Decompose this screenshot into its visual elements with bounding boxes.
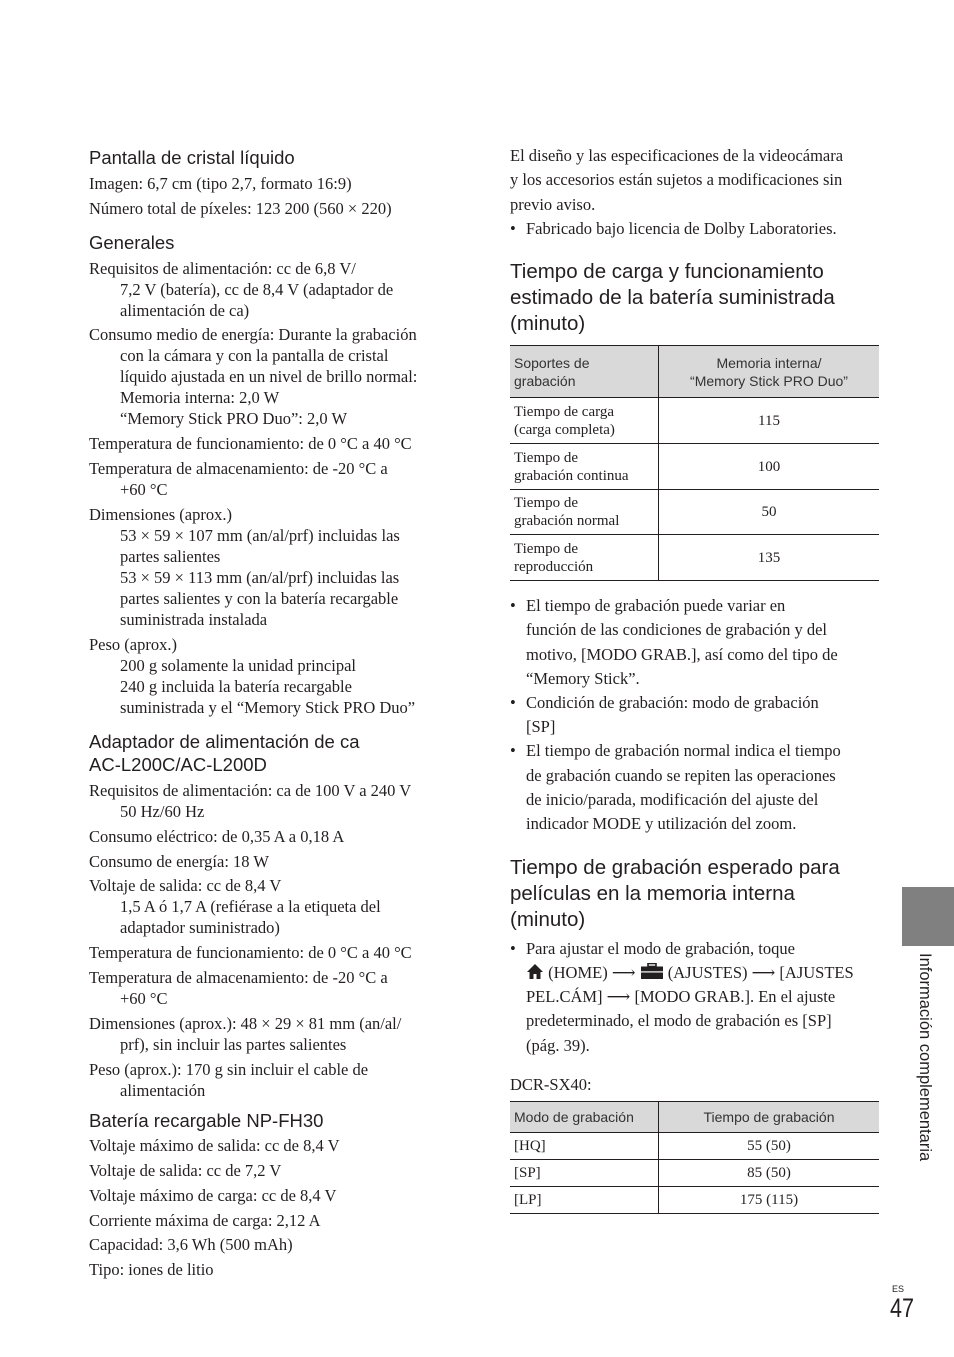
section-heading-recording-time: películas en la memoria interna (510, 882, 795, 905)
bullet-text-line (526, 961, 854, 985)
menu-label: PEL.CÁM] (526, 987, 603, 1006)
spec-line: Dimensiones (aprox.): 48 × 29 × 81 mm (an/al/ (89, 1014, 402, 1033)
spec-line: Temperatura de funcionamiento: de 0 °C a 40 °C (89, 434, 412, 453)
table-header-cell: Modo de grabación (510, 1102, 659, 1133)
table-cell: [SP] (510, 1160, 659, 1187)
section-heading-battery-time: (minuto) (510, 312, 586, 335)
bullet-text: motivo, [MODO GRAB.], así como del tipo de (526, 645, 838, 664)
spec-line: Temperatura de almacenamiento: de -20 °C a (89, 459, 388, 478)
spec-line: “Memory Stick PRO Duo”: 2,0 W (120, 409, 348, 428)
spec-line: Voltaje máximo de salida: cc de 8,4 V (89, 1136, 340, 1155)
table-cell-value: 55 (50) (659, 1133, 880, 1160)
spec-line: +60 °C (120, 989, 168, 1008)
settings-menu-label: [AJUSTES (779, 963, 854, 982)
table-cell (510, 444, 659, 490)
table-cell (510, 490, 659, 535)
table-header-cell: Tiempo de grabación (659, 1102, 880, 1133)
spec-line: Requisitos de alimentación: cc de 6,8 V/ (89, 259, 356, 278)
bullet-text: de inicio/parada, modificación del ajuste del (526, 790, 819, 809)
table-cell-value: 135 (659, 535, 880, 581)
spec-line: 53 × 59 × 107 mm (an/al/prf) incluidas las (120, 526, 400, 545)
bullet-text: de grabación cuando se repiten las operaciones (526, 766, 836, 785)
home-label: (HOME) (548, 963, 608, 982)
spec-line: alimentación (120, 1081, 206, 1100)
table-cell-value: 115 (659, 398, 880, 444)
spec-line: 50 Hz/60 Hz (120, 802, 205, 821)
section-title-general: Generales (89, 232, 175, 253)
recording-time-table (510, 1101, 879, 1214)
bullet-text: Condición de grabación: modo de grabación (526, 693, 819, 712)
section-title-lcd: Pantalla de cristal líquido (89, 147, 295, 168)
spec-line: 200 g solamente la unidad principal (120, 656, 356, 675)
table-row (510, 535, 879, 581)
arrow-right-icon: ⟶ (606, 987, 631, 1006)
spec-line: Temperatura de funcionamiento: de 0 °C a 40 °C (89, 943, 412, 962)
intro-line: El diseño y las especificaciones de la videocámara (510, 146, 844, 165)
cell-line: grabación continua (514, 467, 629, 484)
cell-line: (carga completa) (514, 421, 615, 438)
battery-time-table (510, 345, 879, 581)
table-header-row (510, 346, 879, 398)
spec-line: partes salientes (120, 547, 221, 566)
side-section-label (912, 953, 936, 1198)
menu-label: [MODO GRAB.]. En el ajuste (634, 987, 836, 1006)
table-cell (510, 398, 659, 444)
table-cell: [HQ] (510, 1133, 659, 1160)
table-row (510, 490, 879, 535)
spec-line: +60 °C (120, 480, 168, 499)
spec-line: alimentación de ca) (120, 301, 250, 320)
bullet-text: “Memory Stick”. (526, 669, 640, 688)
spec-line: Requisitos de alimentación: ca de 100 V a 240 V (89, 781, 412, 800)
table-row (510, 398, 879, 444)
table-cell: [LP] (510, 1187, 659, 1214)
section-heading-battery-time: Tiempo de carga y funcionamiento (510, 260, 824, 283)
table-cell-value: 85 (50) (659, 1160, 880, 1187)
spec-line: partes salientes y con la batería recargable (120, 589, 399, 608)
section-title-ac-adaptor: Adaptador de alimentación de ca (89, 731, 360, 752)
spec-line: Consumo de energía: 18 W (89, 852, 269, 871)
spec-line: Número total de píxeles: 123 200 (560 × 220) (89, 199, 392, 218)
bullet-dot: • (510, 596, 516, 615)
cell-line: Tiempo de carga (514, 403, 614, 420)
side-section-label-text: Información complementaria (916, 953, 934, 1162)
arrow-right-icon: ⟶ (611, 963, 636, 982)
arrow-right-icon: ⟶ (751, 963, 776, 982)
section-heading-recording-time: (minuto) (510, 908, 586, 931)
spec-line: 1,5 A ó 1,7 A (refiérase a la etiqueta del (120, 897, 381, 916)
cell-line: grabación normal (514, 513, 620, 529)
spec-line: Voltaje máximo de carga: cc de 8,4 V (89, 1186, 337, 1205)
bullet-text: El tiempo de grabación normal indica el tiempo (526, 741, 841, 760)
spec-line: Imagen: 6,7 cm (tipo 2,7, formato 16:9) (89, 174, 352, 193)
table-header-cell: Soportes de grabación (510, 346, 659, 398)
table-cell-value: 50 (659, 490, 880, 535)
spec-line: con la cámara y con la pantalla de cristal (120, 346, 389, 365)
side-tab-marker (902, 887, 954, 946)
page-number: 47 (890, 1293, 915, 1323)
spec-line: suministrada y el “Memory Stick PRO Duo” (120, 698, 416, 717)
toolbox-icon (640, 963, 664, 980)
spec-line: Peso (aprox.): 170 g sin incluir el cable de (89, 1060, 369, 1079)
spec-line: Peso (aprox.) (89, 635, 177, 654)
spec-line: Consumo eléctrico: de 0,35 A a 0,18 A (89, 827, 345, 846)
settings-label: (AJUSTES) (667, 963, 748, 982)
intro-line: previo aviso. (510, 195, 596, 214)
spec-line: Tipo: iones de litio (89, 1260, 214, 1279)
bullet-dot: • (510, 939, 516, 958)
section-heading-recording-time: Tiempo de grabación esperado para (510, 856, 840, 879)
table-cell-value: 175 (115) (659, 1187, 880, 1214)
spec-line: líquido ajustada en un nivel de brillo normal: (120, 367, 418, 386)
table-header-line: Memoria interna/ (716, 354, 822, 371)
spec-line: Temperatura de almacenamiento: de -20 °C a (89, 968, 388, 987)
bullet-text: El tiempo de grabación puede variar en (526, 596, 786, 615)
table-cell-value: 100 (659, 444, 880, 490)
bullet-dot: • (510, 693, 516, 712)
bullet-text: (pág. 39). (526, 1036, 590, 1055)
cell-line: reproducción (514, 558, 594, 575)
table-row (510, 1133, 879, 1160)
table-header-line: “Memory Stick PRO Duo” (690, 372, 848, 389)
table-cell (510, 535, 659, 581)
table-header-cell (659, 346, 880, 398)
spec-line: Capacidad: 3,6 Wh (500 mAh) (89, 1235, 293, 1254)
spec-line: Voltaje de salida: cc de 7,2 V (89, 1161, 282, 1180)
home-icon (526, 963, 544, 980)
cell-line: Tiempo de (514, 540, 579, 557)
section-title-battery: Batería recargable NP-FH30 (89, 1110, 324, 1131)
spec-line: 240 g incluida la batería recargable (120, 677, 352, 696)
bullet-text: predeterminado, el modo de grabación es [SP] (526, 1011, 832, 1030)
bullet-dot: • (510, 219, 516, 238)
spec-line: Voltaje de salida: cc de 8,4 V (89, 876, 282, 895)
section-heading-battery-time: estimado de la batería suministrada (510, 286, 835, 309)
spec-line: Corriente máxima de carga: 2,12 A (89, 1211, 321, 1230)
bullet-text: función de las condiciones de grabación y del (526, 620, 828, 639)
intro-line: y los accesorios están sujetos a modificaciones sin (510, 170, 843, 189)
bullet-text: indicador MODE y utilización del zoom. (526, 814, 797, 833)
spec-line: adaptador suministrado) (120, 918, 280, 937)
model-label: DCR-SX40: (510, 1075, 592, 1094)
table-row (510, 1187, 879, 1214)
table-row (510, 1160, 879, 1187)
bullet-text: Fabricado bajo licencia de Dolby Laboratories. (526, 219, 837, 238)
spec-line: prf), sin incluir las partes salientes (120, 1035, 347, 1054)
spec-line: Consumo medio de energía: Durante la grabación (89, 325, 417, 344)
spec-line: Memoria interna: 2,0 W (120, 388, 280, 407)
table-row (510, 444, 879, 490)
bullet-text: Para ajustar el modo de grabación, toque (526, 939, 795, 958)
spec-line: suministrada instalada (120, 610, 268, 629)
spec-line: Dimensiones (aprox.) (89, 505, 232, 524)
cell-line: Tiempo de (514, 495, 579, 511)
page-language: ES (892, 1284, 905, 1294)
cell-line: Tiempo de (514, 449, 579, 466)
spec-line: 7,2 V (batería), cc de 8,4 V (adaptador de (120, 280, 394, 299)
section-title-ac-adaptor-model: AC-L200C/AC-L200D (89, 754, 267, 775)
bullet-text: [SP] (526, 717, 556, 736)
spec-line: 53 × 59 × 113 mm (an/al/prf) incluidas las (120, 568, 400, 587)
bullet-dot: • (510, 741, 516, 760)
bullet-text-line (526, 985, 835, 1009)
table-header-row (510, 1102, 879, 1133)
